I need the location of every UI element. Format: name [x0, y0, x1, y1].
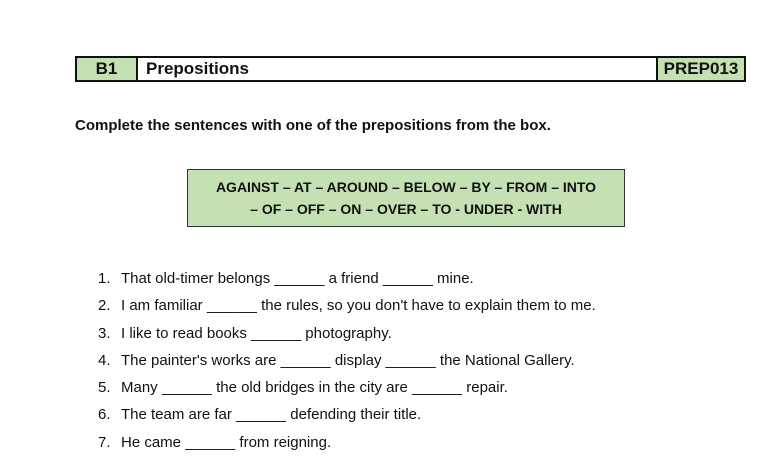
item-number: 1. — [98, 270, 111, 287]
exercise-list — [0, 268, 784, 459]
item-number: 2. — [98, 297, 111, 315]
instruction-text: Complete the sentences with one of the prepositions from the box. — [75, 117, 551, 134]
list-item — [0, 295, 784, 322]
list-item — [0, 432, 784, 459]
list-item — [0, 350, 784, 377]
item-number: 7. — [98, 433, 111, 451]
list-item — [0, 377, 784, 404]
level-badge: B1 — [77, 58, 138, 80]
item-sentence: I am familiar ______ the rules, so you don't have to explain them to me. — [121, 297, 596, 315]
item-number: 4. — [98, 351, 111, 369]
preposition-word-box — [187, 169, 625, 227]
item-sentence: He came ______ from reigning. — [121, 433, 332, 451]
worksheet-header — [75, 56, 746, 82]
list-item — [0, 404, 784, 431]
list-item — [0, 323, 784, 350]
item-number: 5. — [98, 379, 111, 397]
item-sentence: The painter's works are ______ display ______ the National Gallery. — [121, 351, 575, 369]
list-item — [0, 268, 784, 295]
word-box-line-1: AGAINST – AT – AROUND – BELOW – BY – FROM – INTO — [215, 179, 597, 195]
worksheet-title: Prepositions — [138, 58, 656, 80]
item-sentence: Many ______ the old bridges in the city are ______ repair. — [121, 379, 508, 397]
item-sentence: That old-timer belongs ______ a friend ______ mine. — [121, 270, 474, 287]
item-sentence: I like to read books ______ photography. — [121, 324, 392, 342]
item-number: 3. — [98, 324, 111, 342]
item-number: 6. — [98, 406, 111, 424]
item-sentence: The team are far ______ defending their title. — [121, 406, 422, 424]
word-box-line-2: – OF – OFF – ON – OVER – TO - UNDER - WITH — [250, 201, 562, 217]
worksheet-code: PREP013 — [656, 58, 744, 80]
